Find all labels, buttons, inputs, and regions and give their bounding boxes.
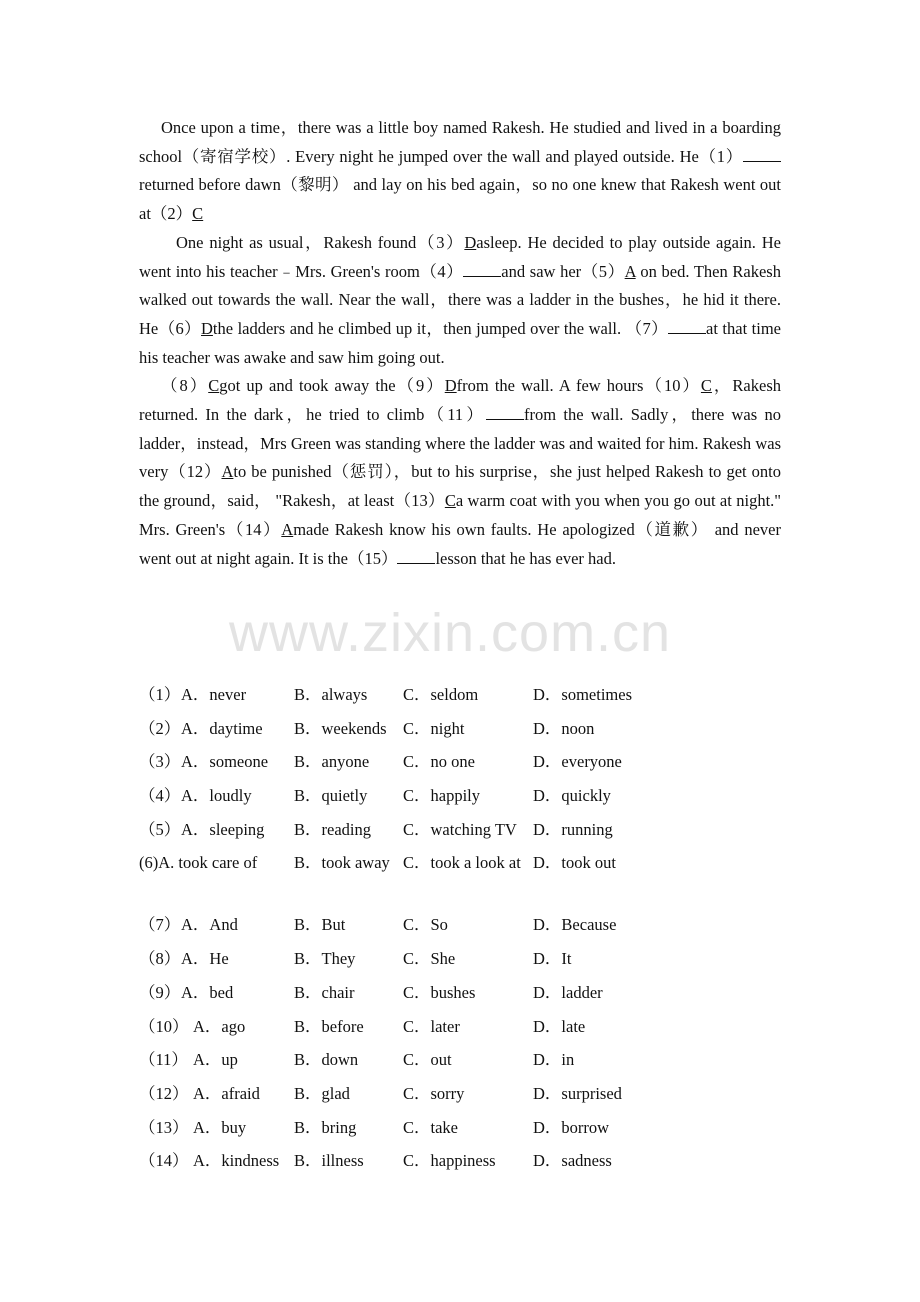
option-d: D．ladder (533, 982, 603, 1002)
option-b: B．weekends (294, 718, 387, 738)
option-a: (6)A. took care of (139, 853, 258, 873)
option-c: C．watching TV (403, 819, 517, 839)
option-d: D．sadness (533, 1151, 612, 1171)
passage-text: a warm coat with you when you go out at night." Mrs. Green's（14） (139, 491, 782, 539)
answer-blank (668, 318, 706, 334)
option-b: B．down (294, 1050, 359, 1070)
option-row (139, 944, 699, 978)
paragraph-2 (139, 229, 781, 373)
option-a: A．kindness (193, 1151, 280, 1171)
passage-text: returned before dawn（黎明） and lay on his bed again，so no one knew that Rakesh went out at（2） (139, 175, 781, 224)
question-number: （9） (139, 982, 181, 1002)
passage-text: One night as usual，Rakesh found（3） (176, 232, 465, 252)
option-c: C．sorry (403, 1083, 465, 1103)
option-d: D．borrow (533, 1117, 610, 1137)
answer-letter: C (192, 204, 204, 224)
answer-letter: A (624, 261, 636, 281)
option-b: B．before (294, 1016, 364, 1036)
option-a: A．ago (193, 1016, 246, 1036)
option-row (139, 680, 699, 714)
reading-passage (139, 114, 781, 573)
option-b: B．glad (294, 1083, 350, 1103)
passage-text: and saw her（5） (501, 261, 625, 281)
option-a: A．And (181, 915, 238, 935)
answer-letter: A (221, 462, 234, 482)
option-row (139, 781, 699, 815)
option-d: D．running (533, 819, 613, 839)
option-row (139, 714, 699, 748)
option-d: D．noon (533, 718, 595, 738)
option-b: B．reading (294, 819, 371, 839)
option-row (139, 1045, 699, 1079)
answer-blank (397, 548, 435, 564)
question-number: （2） (139, 718, 181, 738)
option-a: A．afraid (193, 1083, 260, 1103)
paragraph-3 (139, 372, 781, 573)
passage-text: from the wall. A few hours（10） (456, 376, 701, 396)
option-a: A．never (181, 685, 247, 704)
option-c: C．no one (403, 752, 475, 772)
option-d: D．everyone (533, 752, 622, 772)
question-number: （7） (139, 915, 181, 935)
option-row (139, 815, 699, 849)
passage-text: ，Rakesh returned. In the dark，he tried to climb（11） (139, 376, 781, 425)
answer-letter: A (281, 519, 294, 539)
option-row (139, 978, 699, 1012)
passage-text: Once upon a time，there was a little boy named Rakesh. He studied and lived in a boarding school（寄宿学校）. Every night he jumped over the wall and played outside. He（1） (139, 118, 781, 166)
option-b: B．took away (294, 853, 390, 873)
option-a: A．bed (181, 982, 234, 1002)
answer-letter: C (444, 491, 456, 511)
option-a: A．sleeping (181, 819, 265, 839)
passage-text: on bed. Then Rakesh walked out towards the wall. Near the wall，there was a ladder in the bushes，he hid it there. He（6） (139, 261, 781, 338)
watermark: www.zixin.com.cn (229, 603, 672, 663)
option-d: D．Because (533, 915, 617, 935)
option-a: A．buy (193, 1117, 247, 1137)
answer-letter: D (201, 318, 213, 338)
passage-text: got up and took away the（9） (219, 376, 445, 396)
option-c: C．She (403, 949, 456, 969)
options-list (139, 680, 699, 1180)
option-c: C．took a look at (403, 853, 521, 873)
option-c: C．out (403, 1050, 452, 1070)
option-d: D．in (533, 1050, 575, 1070)
option-row (139, 910, 699, 944)
option-a: A．daytime (181, 718, 263, 738)
question-number: （10） (139, 1016, 189, 1036)
answer-blank (486, 404, 524, 420)
option-a: A．someone (181, 752, 269, 772)
passage-text: from the wall. Sadly，there was no ladder，instead，Mrs Green was standing where the ladder was and waited for him. Rakesh was very（12） (139, 405, 781, 482)
option-c: C．seldom (403, 685, 479, 704)
option-b: B．They (294, 949, 356, 969)
option-d: D．sometimes (533, 685, 632, 704)
passage-text: to be punished（惩罚），but to his surprise，she just helped Rakesh to get onto the ground，said， "Rakesh，at least（13） (139, 462, 781, 511)
option-b: B．illness (294, 1151, 364, 1171)
option-a: A．He (181, 949, 229, 969)
passage-text: at that time his teacher was awake and saw him going out. (139, 318, 781, 367)
answer-blank (463, 261, 501, 277)
option-b: B．quietly (294, 786, 368, 806)
answer-letter: C (700, 376, 712, 396)
option-b: B．bring (294, 1117, 357, 1137)
question-number: （12） (139, 1083, 189, 1103)
passage-text: （8） (161, 376, 209, 396)
option-row (139, 1146, 699, 1180)
question-number: （13） (139, 1117, 189, 1137)
question-number: （11） (139, 1050, 188, 1070)
question-number: （14） (139, 1151, 189, 1171)
option-c: C．So (403, 915, 448, 935)
option-c: C．happily (403, 786, 480, 806)
option-c: C．happiness (403, 1151, 496, 1171)
option-row (139, 1012, 699, 1046)
option-row (139, 1079, 699, 1113)
paragraph-1 (139, 114, 781, 229)
answer-letter: D (444, 376, 457, 396)
passage-text: made Rakesh know his own faults. He apologized（道歉） and never went out at night again. It is the（15） (139, 519, 781, 568)
option-c: C．take (403, 1117, 458, 1137)
option-d: D．took out (533, 853, 616, 873)
option-b: B．chair (294, 982, 355, 1002)
option-b: B．But (294, 915, 346, 935)
option-row (139, 747, 699, 781)
answer-blank (743, 146, 781, 162)
passage-text: the ladders and he climbed up it，then jumped over the wall. （7） (212, 318, 668, 338)
passage-text: lesson that he has ever had. (435, 548, 616, 568)
option-b: B．anyone (294, 752, 370, 772)
option-c: C．later (403, 1016, 460, 1036)
answer-letter: D (464, 232, 477, 252)
question-number: （8） (139, 949, 181, 969)
option-d: D．late (533, 1016, 586, 1036)
option-c: C．bushes (403, 982, 476, 1002)
option-c: C．night (403, 718, 465, 738)
option-a: A．loudly (181, 786, 252, 806)
option-row (139, 1113, 699, 1147)
option-b: B．always (294, 685, 368, 704)
question-number: （4） (139, 786, 181, 806)
question-number: （5） (139, 819, 181, 839)
option-d: D．quickly (533, 786, 611, 806)
question-number: （3） (139, 752, 181, 772)
answer-letter: C (208, 376, 220, 396)
passage-text: asleep. He decided to play outside again. He went into his teacher﹣Mrs. Green's room（4） (139, 232, 781, 281)
option-row (139, 848, 699, 910)
question-number: （1） (139, 685, 181, 704)
option-d: D．It (533, 949, 572, 969)
option-a: A．up (193, 1050, 238, 1070)
option-d: D．surprised (533, 1083, 622, 1103)
